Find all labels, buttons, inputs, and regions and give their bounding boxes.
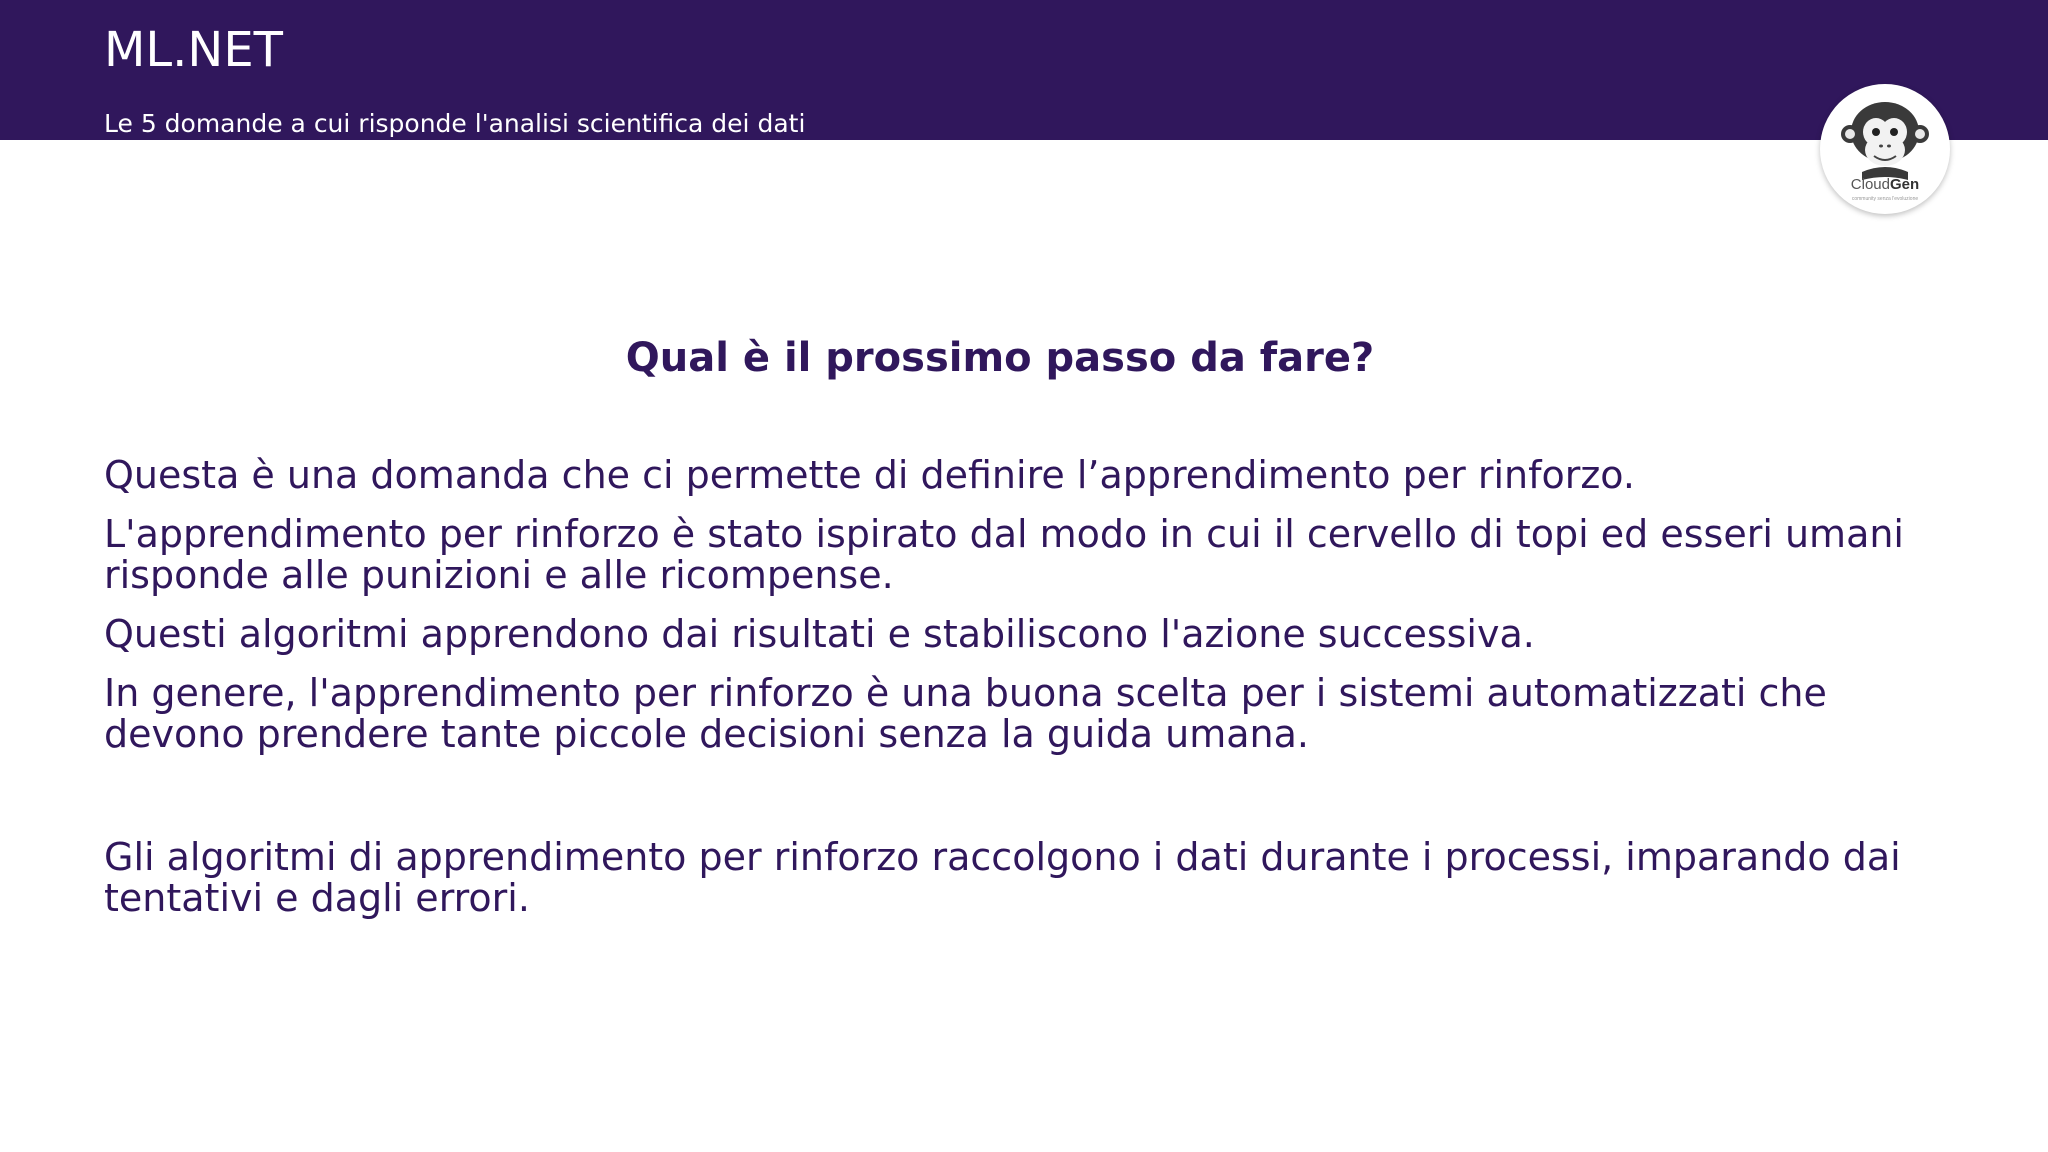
paragraph: Questa è una domanda che ci permette di definire l’apprendimento per rinforzo. — [104, 453, 1635, 497]
slide-subtitle: Le 5 domande a cui risponde l'analisi scientifica dei dati — [104, 109, 806, 138]
paragraph: L'apprendimento per rinforzo è stato ispirato dal modo in cui il cervello di topi ed esseri umani risponde alle punizioni e alle ricompense. — [104, 512, 1904, 597]
slide-question: Qual è il prossimo passo da fare? — [625, 335, 1375, 381]
logo-wordmark: CloudGen — [1850, 176, 1920, 193]
paragraph: Gli algoritmi di apprendimento per rinforzo raccolgono i dati durante i processi, imparando dai tentativi e dagli errori. — [104, 835, 1901, 920]
paragraph: Questi algoritmi apprendono dai risultati e stabiliscono l'azione successiva. — [104, 612, 1535, 656]
cloudgen-logo — [1820, 84, 1950, 214]
paragraph: In genere, l'apprendimento per rinforzo è una buona scelta per i sistemi automatizzati che devono prendere tante piccole decisioni senza la guida umana. — [104, 671, 1827, 756]
monkey-icon — [1820, 84, 1950, 214]
slide-title: ML.NET — [104, 22, 283, 78]
body-text — [104, 455, 1964, 937]
header-bar — [0, 0, 2048, 140]
logo-tagline: community senza l'evoluzione — [1851, 196, 1919, 202]
